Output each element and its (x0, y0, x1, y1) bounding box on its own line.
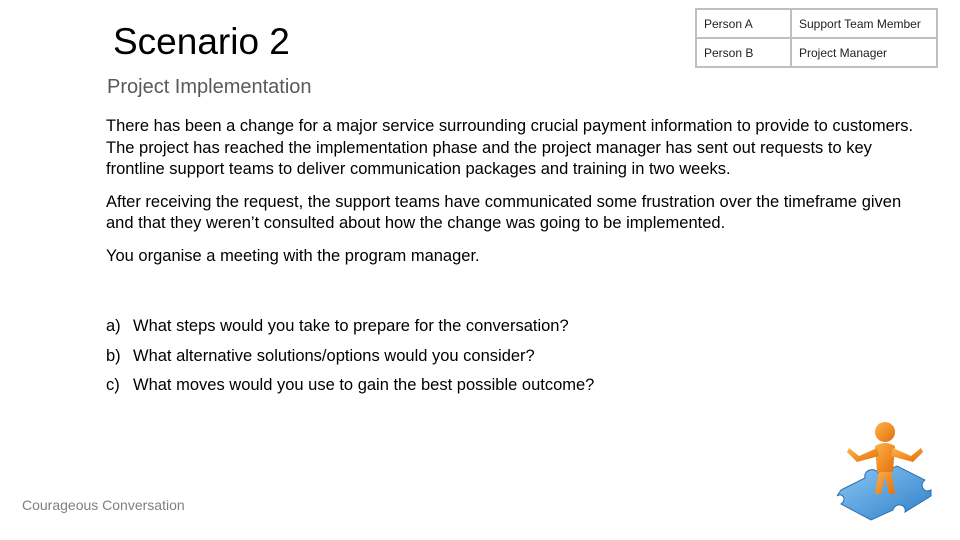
question-item (106, 375, 866, 396)
figure-body (875, 443, 895, 472)
scenario-paragraph: You organise a meeting with the program manager. (106, 246, 480, 265)
figure-arm-left (847, 448, 879, 462)
table-row (696, 9, 937, 38)
table-row (696, 38, 937, 67)
slide-footer: Courageous Conversation (22, 497, 185, 513)
person-cell: Person B (696, 38, 791, 67)
person-on-puzzle-piece-icon (835, 412, 935, 522)
scenario-body (106, 116, 926, 267)
figure-head (875, 422, 895, 442)
question-marker: a) (106, 317, 121, 335)
figure-arm-right (891, 448, 923, 462)
role-cell: Project Manager (791, 38, 937, 67)
scenario-paragraph: There has been a change for a major service surrounding crucial payment information to provide to customers. The project has reached the implementation phase and the project manager has sent out requests to key frontline support teams to deliver communication packages and training in two weeks. (106, 117, 914, 178)
question-text: What moves would you use to gain the best possible outcome? (133, 376, 595, 394)
question-text: What alternative solutions/options would you consider? (133, 346, 535, 365)
question-marker: b) (106, 346, 121, 365)
role-cell: Support Team Member (791, 9, 937, 38)
slide-title: Scenario 2 (113, 21, 290, 62)
slide-subtitle: Project Implementation (107, 76, 312, 98)
question-text: What steps would you take to prepare for the conversation? (133, 317, 569, 335)
person-cell: Person A (696, 9, 791, 38)
roles-table (695, 8, 938, 68)
question-list (106, 316, 866, 405)
question-item (106, 316, 866, 337)
scenario-paragraph: After receiving the request, the support teams have communicated some frustration over the timeframe given and that they weren’t consulted about how the change was going to be implemented. (106, 192, 902, 232)
question-item (106, 346, 866, 367)
question-marker: c) (106, 376, 120, 394)
